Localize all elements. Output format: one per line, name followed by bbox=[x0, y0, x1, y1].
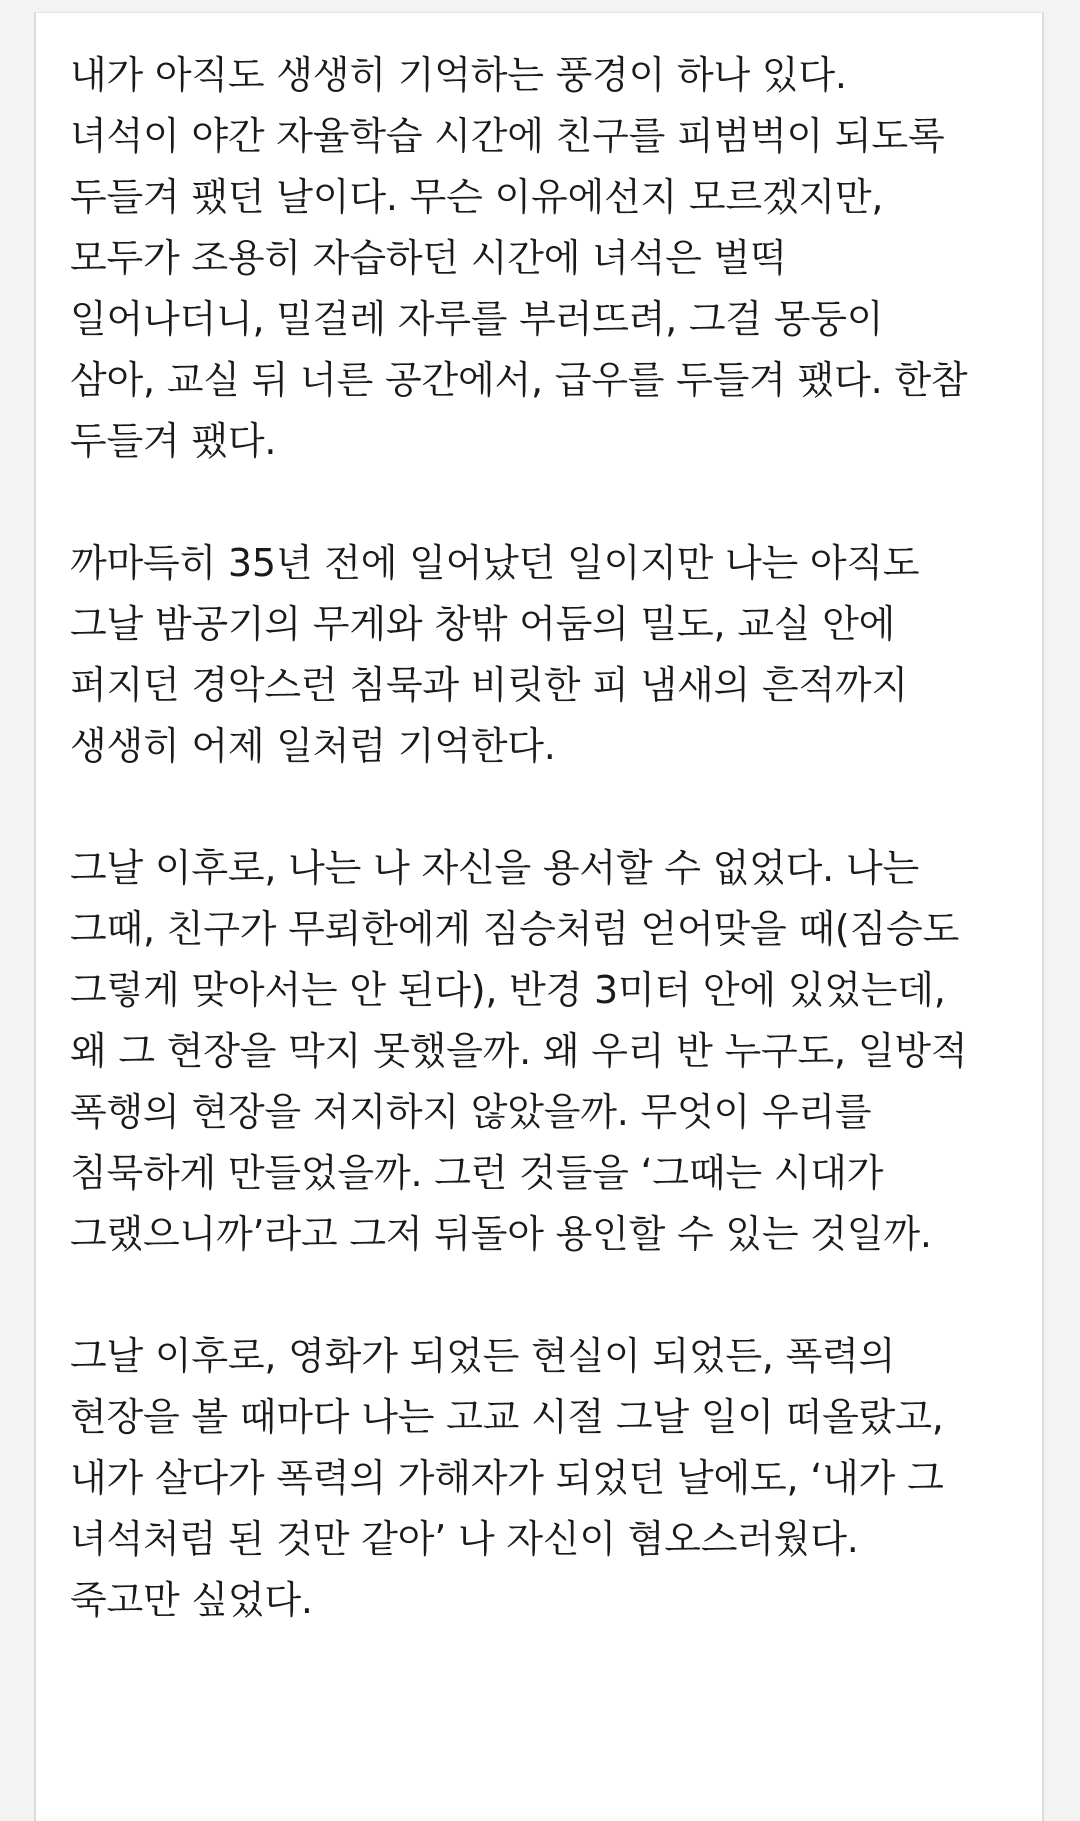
paragraph-3 bbox=[70, 838, 1010, 1265]
text-line: 퍼지던 경악스런 침묵과 비릿한 피 냄새의 흔적까지 bbox=[70, 663, 908, 707]
text-line: 두들겨 팼던 날이다. 무슨 이유에선지 모르겠지만, bbox=[70, 175, 884, 219]
text-line: 침묵하게 만들었을까. 그런 것들을 ‘그때는 시대가 bbox=[70, 1151, 884, 1195]
paragraph-4 bbox=[70, 1326, 1010, 1631]
text-line: 모두가 조용히 자습하던 시간에 녀석은 벌떡 bbox=[70, 236, 787, 280]
text-line: 삼아, 교실 뒤 너른 공간에서, 급우를 두들겨 팼다. 한참 bbox=[70, 358, 968, 402]
text-line: 왜 그 현장을 막지 못했을까. 왜 우리 반 누구도, 일방적 bbox=[70, 1029, 968, 1073]
paragraph-2 bbox=[70, 533, 1010, 777]
text-line: 내가 아직도 생생히 기억하는 풍경이 하나 있다. bbox=[70, 53, 847, 97]
text-line: 내가 살다가 폭력의 가해자가 되었던 날에도, ‘내가 그 bbox=[70, 1456, 944, 1500]
text-line: 일어나더니, 밀걸레 자루를 부러뜨려, 그걸 몽둥이 bbox=[70, 297, 884, 341]
text-line: 현장을 볼 때마다 나는 고교 시절 그날 일이 떠올랐고, bbox=[70, 1395, 944, 1439]
article-body bbox=[70, 45, 1010, 1631]
page-panel bbox=[34, 12, 1044, 1821]
text-line: 두들겨 팼다. bbox=[70, 419, 277, 463]
text-line: 까마득히 35년 전에 일어났던 일이지만 나는 아직도 bbox=[70, 541, 920, 585]
text-line: 폭행의 현장을 저지하지 않았을까. 무엇이 우리를 bbox=[70, 1090, 872, 1134]
text-line: 그랬으니까’라고 그저 뒤돌아 용인할 수 있는 것일까. bbox=[70, 1212, 932, 1256]
text-line: 그날 이후로, 나는 나 자신을 용서할 수 없었다. 나는 bbox=[70, 846, 919, 890]
text-line: 그날 밤공기의 무게와 창밖 어둠의 밀도, 교실 안에 bbox=[70, 602, 896, 646]
text-line: 그렇게 맞아서는 안 된다), 반경 3미터 안에 있었는데, bbox=[70, 968, 946, 1012]
text-line: 그때, 친구가 무뢰한에게 짐승처럼 얻어맞을 때(짐승도 bbox=[70, 907, 960, 951]
text-line: 그날 이후로, 영화가 되었든 현실이 되었든, 폭력의 bbox=[70, 1334, 896, 1378]
text-line: 죽고만 싶었다. bbox=[70, 1578, 313, 1622]
text-line: 녀석이 야간 자율학습 시간에 친구를 피범벅이 되도록 bbox=[70, 114, 945, 158]
paragraph-1 bbox=[70, 45, 1010, 472]
text-line: 생생히 어제 일처럼 기억한다. bbox=[70, 724, 556, 768]
text-line: 녀석처럼 된 것만 같아’ 나 자신이 혐오스러웠다. bbox=[70, 1517, 859, 1561]
